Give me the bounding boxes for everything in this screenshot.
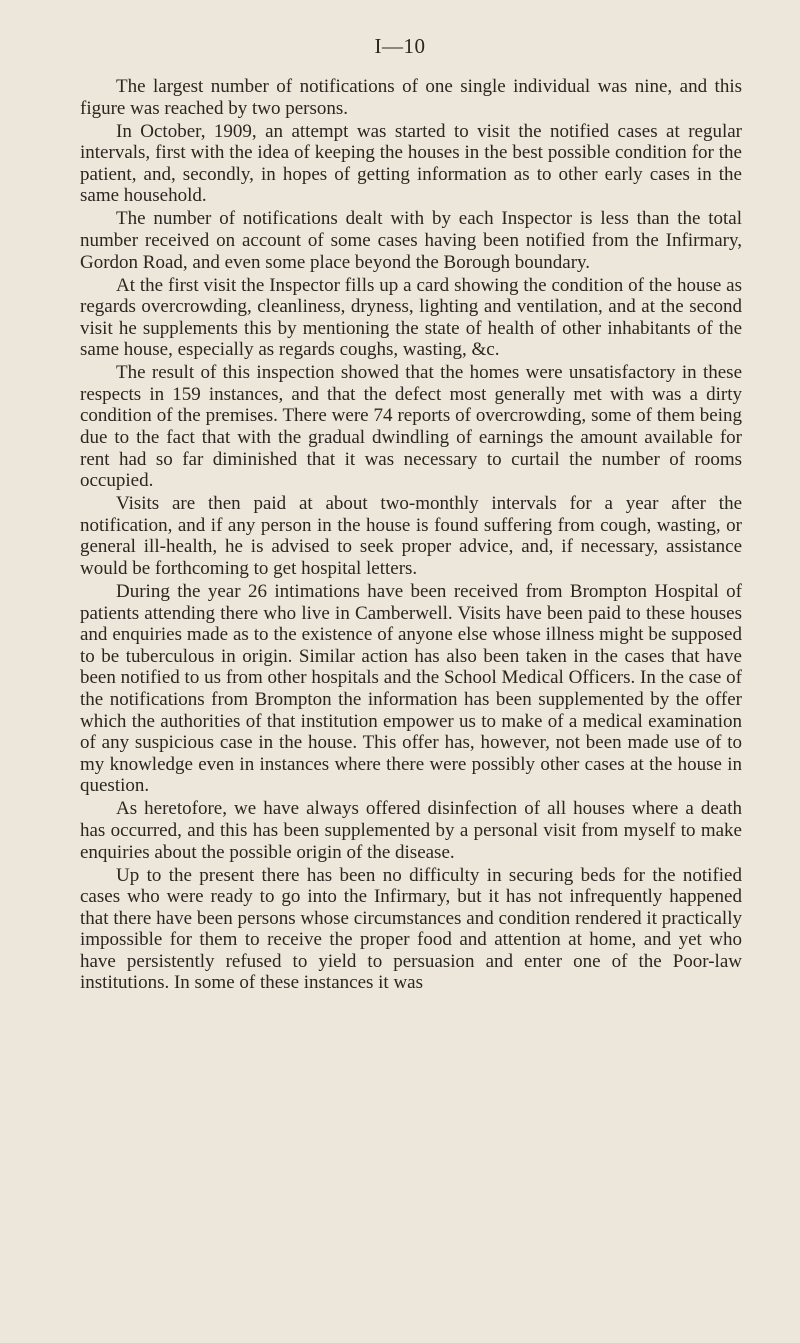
paragraph-visiting-scheme: In October, 1909, an attempt was started to visit the notified cases at regular intervals, first with the idea of keeping the houses in the best possible condition for the patient, and, secondly, in hopes of getting information as to other early cases in the same household. — [80, 120, 742, 207]
paragraph-follow-up-visits: Visits are then paid at about two-monthly intervals for a year after the notification, and if any person in the house is found suffering from cough, wasting, or general ill-health, he is advised to seek proper advice, and, if necessary, assistance would be forthcoming to get hospital letters. — [80, 493, 742, 580]
body-text — [80, 76, 742, 995]
paragraph-brompton-intimations: During the year 26 intimations have been received from Brompton Hospital of patients attending there who live in Camberwell. Visits have been paid to these houses and enquiries made as to the existence of anyone else whose illness might be supposed to be tuberculous in origin. Similar action has also been taken in the cases that have been notified to us from other hospitals and the School Medical Officers. In the case of the notifications from Brompton the information has been supplemented by the offer which the authorities of that institution empower us to make of a medical examination of any suspicious case in the house. This offer has, however, not been made use of to my knowledge even in instances where there were possibly other cases at the house in question. — [80, 581, 742, 797]
paragraph-disinfection: As heretofore, we have always offered disinfection of all houses where a death has occurred, and this has been supplemented by a personal visit from myself to make enquiries about the possible origin of the disease. — [80, 798, 742, 863]
paragraph-notifications-maximum: The largest number of notifications of one single individual was nine, and this figure was reached by two persons. — [80, 76, 742, 119]
page-number: I—10 — [374, 34, 426, 58]
paragraph-infirmary-beds: Up to the present there has been no difficulty in securing beds for the notified cases who were ready to go into the Infirmary, but it has not infrequently happened that there have been persons whose circumstances and condition rendered it practically impossible for them to receive the proper food and attention at home, and yet who have persistently refused to yield to persuasion and enter one of the Poor-law institutions. In some of these instances it was — [80, 864, 742, 994]
paragraph-inspector-notifications: The number of notifications dealt with by each Inspector is less than the total number received on account of some cases having been notified from the Infirmary, Gordon Road, and even some place beyond the Borough boundary. — [80, 208, 742, 273]
paragraph-inspection-results: The result of this inspection showed that the homes were unsatisfactory in these respects in 159 instances, and that the defect most generally met with was a dirty condition of the premises. There were 74 reports of overcrowding, some of them being due to the fact that with the gradual dwindling of earnings the amount available for rent had so far diminished that it was necessary to curtail the number of rooms occupied. — [80, 362, 742, 492]
paragraph-first-visit-card: At the first visit the Inspector fills up a card showing the condition of the house as regards overcrowding, cleanliness, dryness, lighting and ventilation, and at the second visit he supplements this by mentioning the state of health of other inhabitants of the same house, especially as regards coughs, wasting, &c. — [80, 274, 742, 361]
